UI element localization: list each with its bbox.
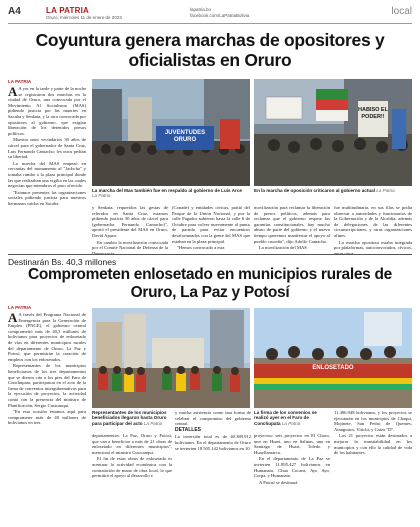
protest-sign-text: HABISO EL PODER!! [358, 107, 388, 120]
article1-col4-p2: La movilización del MAS [259, 245, 307, 251]
article1-col5-p2: La marcha opositora estaba integrada por plataformas, autoconvocados, cívicos, [334, 239, 412, 251]
article1-col3 [172, 205, 250, 252]
article2-headline: Comprometen enlosetado en municipios rurales de Oruro, La Paz y Potosí [27, 266, 392, 301]
caption3-text: Representantes de los municipios beneficiados llegaron hasta Oruro para participar del acto [92, 410, 167, 426]
facebook-link[interactable]: facebook.com/LaPatriaBolivia [190, 13, 250, 18]
article2-photo-representatives [92, 308, 250, 408]
article1-col1-p4: "Estamos presentes las organizaciones sociales pidiendo justicia para nuestros hermanos caídos en Sacaba [8, 189, 86, 206]
article2-kicker: Destinarán Bs. 40,3 millones [8, 257, 117, 267]
march-banner-text: JUVENTUDES ORURO [164, 130, 206, 143]
article1-col3-p2: "Hemos convocado a esta [177, 245, 225, 251]
article1-col5 [334, 205, 412, 252]
article-divider [8, 254, 412, 255]
article2-col3-p2: La inversión total es de 40.389.912 bolivianos. En el departamento de Oruro se invierten 18.505.142 bolivianos en 10 [175, 434, 251, 451]
article1-col2-p2: En cambio la movilización convocada por el Comité Nacional de Defensa de la [92, 239, 168, 251]
header-divider [8, 23, 412, 24]
article1-col5-p1: fue multitudinaria, en sus filas se podía observar a autoridades y funcionarios de la Gobernación y de la Alcaldía, además de delegaciones de las diferentes circunscripciones, y otras organizaciones afines. [334, 205, 412, 238]
article1-photo1-caption [92, 188, 248, 199]
issue-date: Oruro, miércoles 11 de enero de 2023 [46, 15, 122, 20]
website-link[interactable]: lapatria.bo [190, 7, 212, 12]
caption4-credit: La Patria [281, 420, 301, 426]
article2-col4-p2: En el departamento de La Paz se invierten 11.895.427 bolivianos en Humanata, Chua Cocani, Ayo Ayo, Corpa, y Humanata. [254, 456, 330, 479]
article1-col4 [254, 205, 330, 252]
article2-col5-p1: 11.496.948 bolivianos, y los proyectos se ejecutarán en los municipios de Chaqui, Mojinete, San Pedro de Quemes, Atanguitos, Vitichi, y Caiza "D". [334, 410, 412, 432]
header-links [190, 7, 249, 19]
article2-photo-caption2 [254, 410, 330, 426]
page-header [8, 6, 412, 22]
caption2-credit: La Patria [376, 188, 395, 193]
article1-col3-p1: (Conade) y entidades cívicas, partió del Parque de la Unión Nacional, y por la calle Pagador subieron hasta la calle 6 de Octubre para volver nuevamente al punto de partida para evitar encuentros desafortunados con la gente del MAS que estaban en la plaza principal. [172, 205, 250, 244]
article2-col4-p3: A Potosí se destinará [259, 479, 298, 485]
article1-col1-p1: A A yer en la tarde y parte de la noche se registraron dos marchas en la ciudad de Oruro, una convocada por el Movimiento Al Socialismo (MAS) pidiendo justicia por las muertes en Sacaba y Senkata, y la otra convocada por opositores al gobierno, que exigían liberación de los detenidos presos políticos. [8, 84, 86, 136]
article2-col2 [92, 433, 172, 523]
caption3-credit: La Patria [143, 420, 163, 426]
article2-photo-caption1 [92, 410, 172, 426]
article2-col3-p1: y mucha asistencia como una forma de celebrar el compromiso del gobierno central. [175, 410, 251, 427]
article2-col2-p2: El fin de estas obras de enlosetado es acentuar la actividad económica con la contratación de mano de obra local, lo que permitirá el apoyo al desarrollo e [92, 456, 172, 479]
opposition-photo-illustration [254, 79, 412, 186]
article2-col4-p1: proyectos: seis proyectos en El Choro, uno en Huari, uno en Salinas, uno en Santiago de Huari, Toledo y Huayllamarca. [254, 433, 330, 455]
page-number: A4 [8, 6, 21, 17]
newspaper-logo: LA PATRIA [46, 6, 89, 15]
article2-col3 [175, 410, 251, 522]
article2-col1-p3: "En esta ocasión estamos aquí para comprometer más de 40 millones de bolivianos en tres [8, 409, 86, 426]
caption1-credit: La Patria [92, 193, 111, 199]
caption4-text: La firma de los convenios se realizó ayer en el Faro de Conchupata [254, 410, 317, 426]
article2-col5 [334, 410, 412, 522]
details-subheading: DETALLES [175, 426, 202, 433]
article2-photo-signing [254, 308, 412, 408]
signing-banner-text: ENLOSETADO [312, 365, 354, 371]
article1-headline: Coyuntura genera marchas de opositores y oficialistas en Oruro [35, 30, 385, 70]
article1-col2 [92, 205, 168, 252]
article2-col1 [8, 312, 86, 522]
article2-col1-p2: Representantes de los municipios beneficiarios de los tres departamentos que se dieron cita a los pies del Faro de Conchupata, participaron en el acto de la firma de convenios intergubernativos para la ejecución de proyectos, la actividad contó con la presencia del ministro de Planificación, Sergio Cusicanqui. [8, 363, 86, 408]
caption2-text: En la marcha de oposición criticaron al gobierno actual [254, 188, 375, 193]
article1-byline: LA PATRIA [8, 79, 32, 84]
article2-col4 [254, 433, 330, 523]
article2-col2-p1: departamentos: La Paz, Oruro y Potosí, que van a beneficiar a más de 21 obras de enlosetado en diferentes municipios", mencionó el ministro Cusicanqui. [92, 433, 172, 455]
article1-col1-p2: Muestra unos vecindarios 30 años de cárcel para el gobernador de Santa Cruz, Luis Fernando Camacho; les otros pedían su libertad. [8, 137, 86, 160]
article1-photo2-caption [254, 188, 410, 193]
caption1-text: La marcha del Mas también fue en respaldo al gobierno de Luis Arce [92, 188, 242, 193]
article1-col1-p3: La marcha del MAS empezó en cercanías del monumento al "Jachcha" y tomaba rumbo a la plaza principal donde las que realizaban una vigilia en las cuales negocian que miembros el paro ofrecido. [8, 160, 86, 189]
signing-photo-illustration [254, 308, 412, 408]
article1-col2-p1: y Senkata, requeridos las gestas de referidos en Santa Cruz, estamos pidiendo justicia 30 años de cárcel para (gobernador Fernando Camacho)", aportó el presidente del MAS en Oruro, David Apaza. [92, 205, 168, 238]
article1-col4-p1: movilización para reclamar la liberación de presos políticos, además para reclamar que el gobierno respete las garantías constitucionales, hay mucho abuso de parte del gobierno y el nuevo tiempo queremos manifestar el apoyo al pueblo cruceño", dijo Adolfo Camacho. [254, 205, 330, 244]
representatives-photo-illustration [92, 308, 250, 408]
article2-byline: LA PATRIA [8, 305, 32, 310]
article1-col1 [8, 86, 86, 251]
section-name: local [391, 6, 412, 17]
article1-photo-mas-march [92, 79, 250, 186]
article2-col5-p2: Los 21 proyectos están destinados a mejorar la transitabilidad en los municipios y con ello la calidad de vida de los habitantes. [334, 433, 412, 456]
article1-photo-opposition-march [254, 79, 412, 186]
article2-col1-p1: A A través del Programa Nacional de Emergencia para la Generación de Empleo (PNGE), el gobierno central comprometió más de 40,3 millones de bolivianos para proyectos de enlosetado de vías en diferentes municipios rurales del departamento de Oruro, La Paz y Potosí, que permitirán la creación de empleos con los enlosetados. [8, 310, 86, 362]
